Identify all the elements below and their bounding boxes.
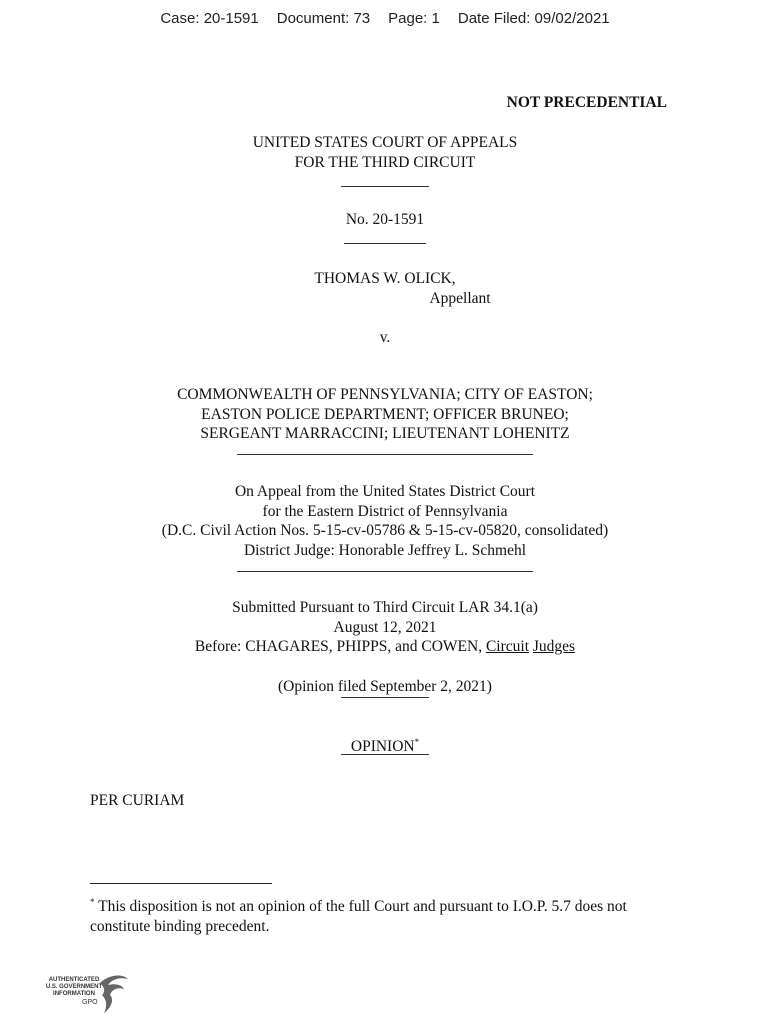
divider (0, 454, 770, 455)
page-number-header: Page: 1 (388, 10, 440, 27)
appeal-info-line: On Appeal from the United States District Court (234, 483, 536, 500)
case-number: No. 20-1591 (345, 211, 425, 228)
divider (0, 186, 770, 187)
appellant-block (0, 269, 770, 308)
divider (0, 243, 770, 244)
gpo-authentication-badge (44, 973, 134, 1017)
judges-word: Judges (532, 638, 576, 655)
document-header (0, 10, 770, 27)
footnote-ref[interactable]: * (414, 737, 420, 747)
case-number-header: Case: 20-1591 (160, 10, 259, 27)
precedential-status: NOT PRECEDENTIAL (506, 94, 667, 111)
appellees-line: SERGEANT MARRACCINI; LIEUTENANT LOHENITZ (200, 425, 570, 442)
eagle-icon (96, 973, 130, 1017)
appellees-line: EASTON POLICE DEPARTMENT; OFFICER BRUNEO; (201, 405, 569, 423)
appeal-info (0, 482, 770, 560)
divider (0, 754, 770, 755)
circuit-word: Circuit (485, 638, 530, 655)
panel-line (0, 637, 770, 657)
appellant-name: THOMAS W. OLICK, (314, 270, 456, 287)
gpo-label: GPO (82, 999, 98, 1006)
submission-date: August 12, 2021 (333, 618, 437, 636)
gpo-line: U.S. GOVERNMENT (45, 984, 103, 990)
appellees-line: COMMONWEALTH OF PENNSYLVANIA; CITY OF EASTON; (177, 386, 593, 403)
opinion-title: OPINION (350, 738, 415, 756)
divider (0, 571, 770, 572)
footnote-text: This disposition is not an opinion of the full Court and pursuant to I.O.P. 5.7 does not constitute binding precedent. (90, 898, 627, 935)
appeal-info-line: for the Eastern District of Pennsylvania (262, 502, 508, 520)
gpo-badge-text (44, 977, 104, 998)
court-line-2: FOR THE THIRD CIRCUIT (294, 153, 476, 171)
per-curiam: PER CURIAM (90, 792, 185, 809)
panel-judges: Before: CHAGARES, PHIPPS, and COWEN, (194, 638, 486, 655)
appeal-info-line: District Judge: Honorable Jeffrey L. Schmehl (243, 541, 527, 559)
appellant-role: Appellant (429, 289, 491, 307)
appeal-info-line: (D.C. Civil Action Nos. 5-15-cv-05786 & 5-15-cv-05820, consolidated) (161, 522, 609, 539)
submission-block (0, 598, 770, 657)
gpo-line: INFORMATION (53, 991, 95, 997)
opinion-filed: (Opinion filed September 2, 2021) (278, 678, 492, 695)
divider (0, 697, 770, 698)
gpo-line: AUTHENTICATED (48, 977, 100, 983)
footnote-divider (90, 883, 272, 884)
court-line-1: UNITED STATES COURT OF APPEALS (252, 134, 518, 151)
footnote (90, 893, 690, 936)
document-number-header: Document: 73 (276, 10, 371, 27)
versus: v. (379, 329, 391, 346)
footnote-mark: * (90, 897, 95, 907)
submission-line: Submitted Pursuant to Third Circuit LAR 34.1(a) (232, 599, 538, 616)
appellees-block (0, 385, 770, 444)
court-name (0, 133, 770, 172)
date-filed-header: Date Filed: 09/02/2021 (457, 10, 610, 27)
